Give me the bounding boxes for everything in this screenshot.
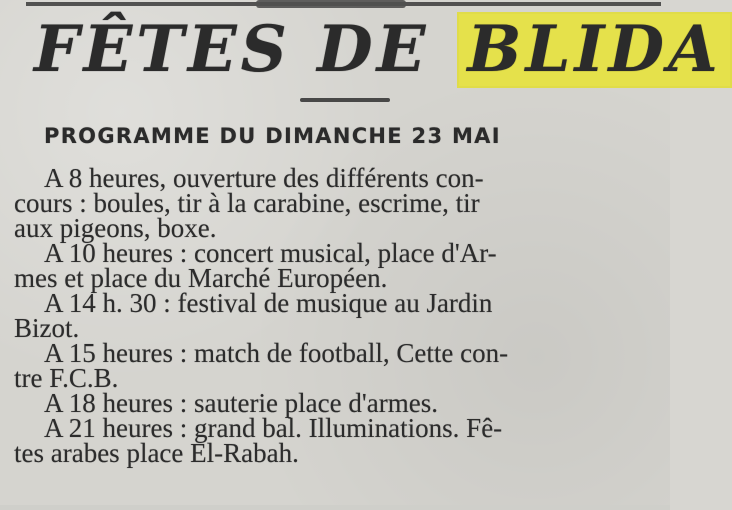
body-line-6: A 14 h. 30 : festival de musique au Jardin [44,288,493,318]
body-line-1: A 8 heures, ouverture des différents con- [44,163,484,193]
body-line-12: tes arabes place El-Rabah. [14,438,299,468]
bottom-edge [0,505,670,510]
body-line-10: A 18 heures : sauterie place d'armes. [44,388,438,418]
body-line-4: A 10 heures : concert musical, place d'Ar- [44,238,497,268]
center-rule [300,98,390,102]
article-body [14,163,664,468]
body-line-5: mes et place du Marché Européen. [14,263,388,293]
body-line-7: Bizot. [14,313,80,343]
body-line-8: A 15 heures : match de football, Cette con- [44,338,509,368]
top-rule [26,2,661,6]
subheadline: PROGRAMME DU DIMANCHE 23 MAI [44,124,501,148]
body-line-3: aux pigeons, boxe. [14,213,217,243]
headline-part-1: FÊTES DE [34,12,430,87]
body-line-2: cours : boules, tir à la carabine, escrime, tir [14,188,480,218]
headline-part-2-highlighted: BLIDA [457,12,731,88]
body-line-9: tre F.C.B. [14,363,119,393]
headline [34,12,722,88]
body-line-11: A 21 heures : grand bal. Illuminations. Fê- [44,413,503,443]
